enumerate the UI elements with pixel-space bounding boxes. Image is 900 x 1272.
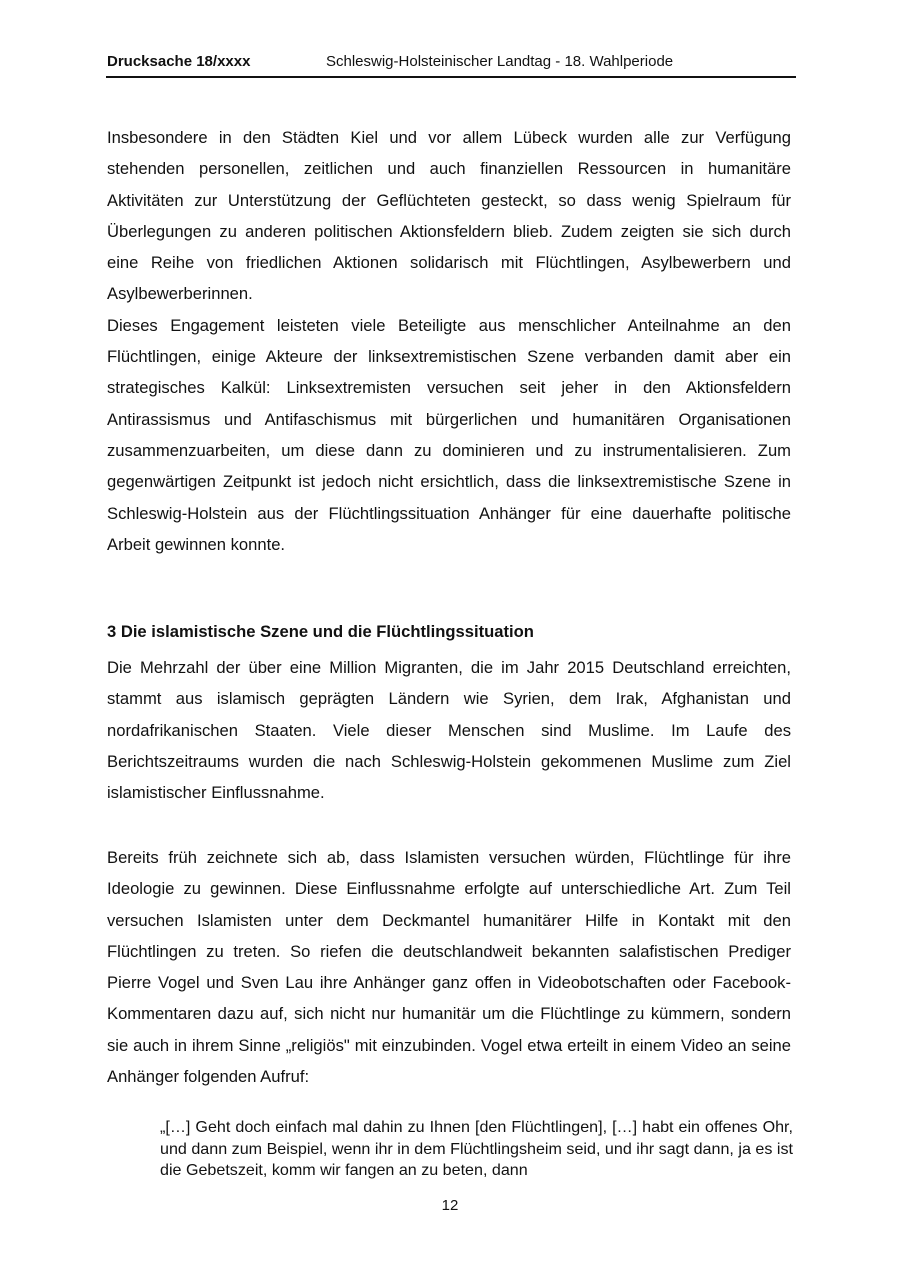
document-number: Drucksache 18/xxxx <box>107 53 251 70</box>
parliament-title: Schleswig-Holsteinischer Landtag - 18. Wahlperiode <box>326 53 674 70</box>
paragraph: Die Mehrzahl der über eine Million Migranten, die im Jahr 2015 Deutschland erreichten, stammt aus islamisch geprägten Ländern wie Syrien, dem Irak, Afghanistan und nordafrikanischen Staaten. Viele dieser Menschen sind Muslime. Im Laufe des Berichtszeitraums wurden die nach Schleswig-Holstein gekommenen Muslime zum Ziel islamistischer Einflussnahme. <box>107 658 791 803</box>
section-heading: 3 Die islamistische Szene und die Flüchtlingssituation <box>107 622 534 641</box>
page-number: 12 <box>441 1197 459 1214</box>
page-header <box>106 50 796 78</box>
paragraph: Bereits früh zeichnete sich ab, dass Islamisten versuchen würden, Flüchtlinge für ihre Ideologie zu gewinnen. Diese Einflussnahme erfolgte auf unterschiedliche Art. Zum Teil versuchen Islamisten unter dem Deckmantel humanitärer Hilfe in Kontakt mit den Flüchtlingen zu treten. So riefen die deutschlandweit bekannten salafistischen Prediger Pierre Vogel und Sven Lau ihre Anhänger ganz offen in Videobotschaften oder Facebook-Kommentaren dazu auf, sich nicht nur humanitär um die Flüchtlinge zu kümmern, sondern sie auch in ihrem Sinne „religiös" mit einzubinden. Vogel etwa erteilt in einem Video an seine Anhänger folgenden Aufruf: <box>107 848 791 1087</box>
paragraph: Insbesondere in den Städten Kiel und vor allem Lübeck wurden alle zur Verfügung stehenden personellen, zeitlichen und auch finanziellen Ressourcen in humanitäre Aktivitäten zur Unterstützung der Geflüchteten gesteckt, so dass wenig Spielraum für Überlegungen zu anderen politischen Aktionsfeldern blieb. Zudem zeigten sie sich durch eine Reihe von friedlichen Aktionen solidarisch mit Flüchtlingen, Asylbewerbern und Asylbewerberinnen. <box>107 128 791 304</box>
block-quote: „[…] Geht doch einfach mal dahin zu Ihnen [den Flüchtlingen], […] habt ein offenes Ohr, und dann zum Beispiel, wenn ihr in dem Flüchtlingsheim seid, und ihr sagt dann, ja es ist die Gebetszeit, komm wir fangen an zu beten, dann <box>160 1118 793 1180</box>
paragraph: Dieses Engagement leisteten viele Beteiligte aus menschlicher Anteilnahme an den Flüchtlingen, einige Akteure der linksextremistischen Szene verbanden damit aber ein strategisches Kalkül: Linksextremisten versuchen seit jeher in den Aktionsfeldern Antirassismus und Antifaschismus mit bürgerlichen und humanitären Organisationen zusammenzuarbeiten, um diese dann zu dominieren und zu instrumentalisieren. Zum gegenwärtigen Zeitpunkt ist jedoch nicht ersichtlich, dass die linksextremistische Szene in Schleswig-Holstein aus der Flüchtlingssituation Anhänger für eine dauerhafte politische Arbeit gewinnen konnte. <box>107 315 791 554</box>
top-text-block <box>107 122 791 560</box>
